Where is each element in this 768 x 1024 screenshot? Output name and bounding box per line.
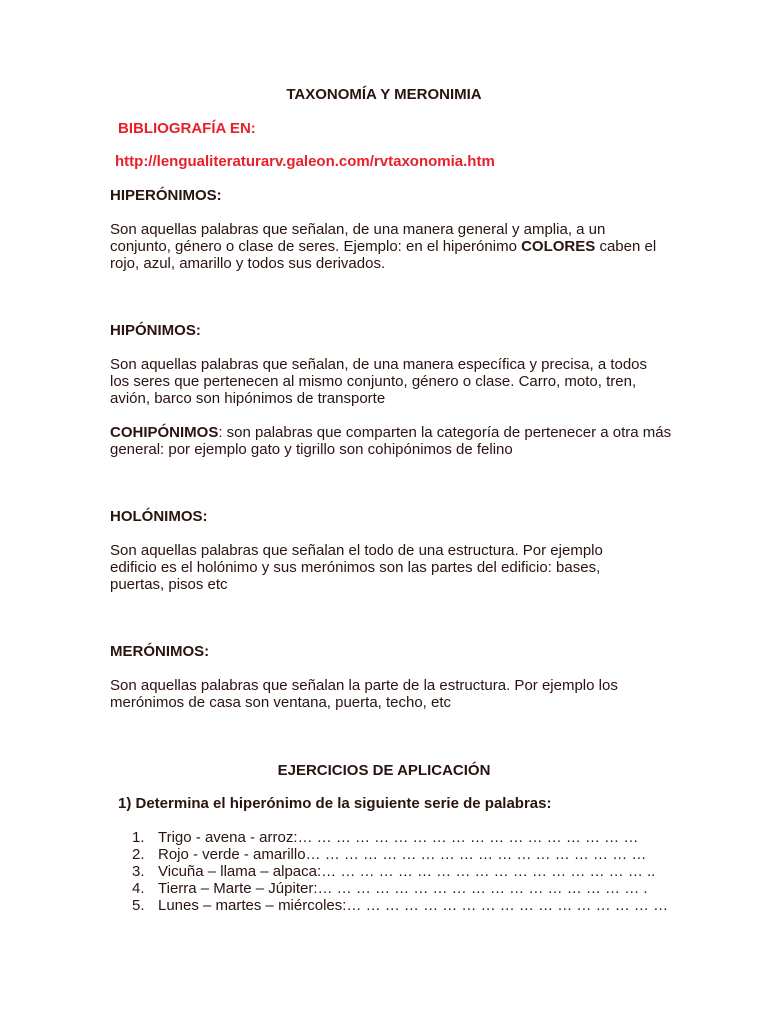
cohiponimos-paragraph — [110, 424, 685, 458]
hiperonimos-text-before: Son aquellas palabras que señalan, de una manera general y amplia, a un conjunto, género o clase de seres. Ejemplo: en el hiperónimo — [110, 221, 606, 255]
hiponimos-paragraph: Son aquellas palabras que señalan, de una manera específica y precisa, a todos los seres que pertenecen al mismo conjunto, género o clase. Carro, moto, tren, avión, barco son hipónimos de transporte — [110, 356, 648, 407]
list-item: 5. Lunes – martes – miércoles:… … … … … … … … … … … … … … … … … — [132, 897, 669, 914]
hiperonimos-emphasis: COLORES — [521, 238, 596, 255]
hiperonimos-paragraph — [110, 221, 670, 272]
holonimos-heading: HOLÓNIMOS: — [110, 508, 208, 525]
answer-blank[interactable]: :… … … … … … … … … … … … … … … … … … — [293, 829, 639, 846]
answer-blank[interactable]: :… … … … … … … … … … … … … … … … … .. — [317, 863, 656, 880]
meronimos-heading: MERÓNIMOS: — [110, 643, 210, 660]
answer-blank[interactable]: … … … … … … … … … … … … … … … … … … — [305, 846, 647, 863]
answer-blank[interactable]: :… … … … … … … … … … … … … … … … … . — [313, 880, 648, 897]
cohiponimos-term: COHIPÓNIMOS — [110, 424, 219, 441]
answer-blank[interactable]: :… … … … … … … … … … … … … … … … … — [342, 897, 669, 914]
list-item: 1. Trigo - avena - arroz:… … … … … … … … … … … … … … … … … … — [132, 829, 639, 846]
bibliography-link[interactable]: http://lengualiteraturarv.galeon.com/rvtaxonomia.htm — [115, 153, 495, 170]
cohiponimos-text: : son palabras que comparten la categoría de pertenecer a otra más general: por ejemplo gato y tigrillo son cohipónimos de felino — [110, 424, 672, 458]
exercise-question: 1) Determina el hiperónimo de la siguiente serie de palabras: — [118, 795, 552, 812]
hiperonimos-text-after: caben el rojo, azul, amarillo y todos sus derivados. — [110, 238, 657, 272]
list-item: 3. Vicuña – llama – alpaca:… … … … … … … … … … … … … … … … … .. — [132, 863, 656, 880]
hiperonimos-heading: HIPERÓNIMOS: — [110, 187, 222, 204]
exercises-heading: EJERCICIOS DE APLICACIÓN — [277, 762, 491, 779]
meronimos-paragraph: Son aquellas palabras que señalan la parte de la estructura. Por ejemplo los merónimos de casa son ventana, puerta, techo, etc — [110, 677, 618, 711]
list-item: 2. Rojo - verde - amarillo… … … … … … … … … … … … … … … … … … — [132, 846, 647, 863]
bibliography-label: BIBLIOGRAFÍA EN: — [118, 120, 256, 137]
holonimos-paragraph: Son aquellas palabras que señalan el todo de una estructura. Por ejemplo edificio es el holónimo y sus merónimos son las partes del edificio: bases, puertas, pisos etc — [110, 542, 603, 593]
hiponimos-heading: HIPÓNIMOS: — [110, 322, 201, 339]
page-title: TAXONOMÍA Y MERONIMIA — [286, 86, 482, 103]
list-item: 4. Tierra – Marte – Júpiter:… … … … … … … … … … … … … … … … … . — [132, 880, 648, 897]
